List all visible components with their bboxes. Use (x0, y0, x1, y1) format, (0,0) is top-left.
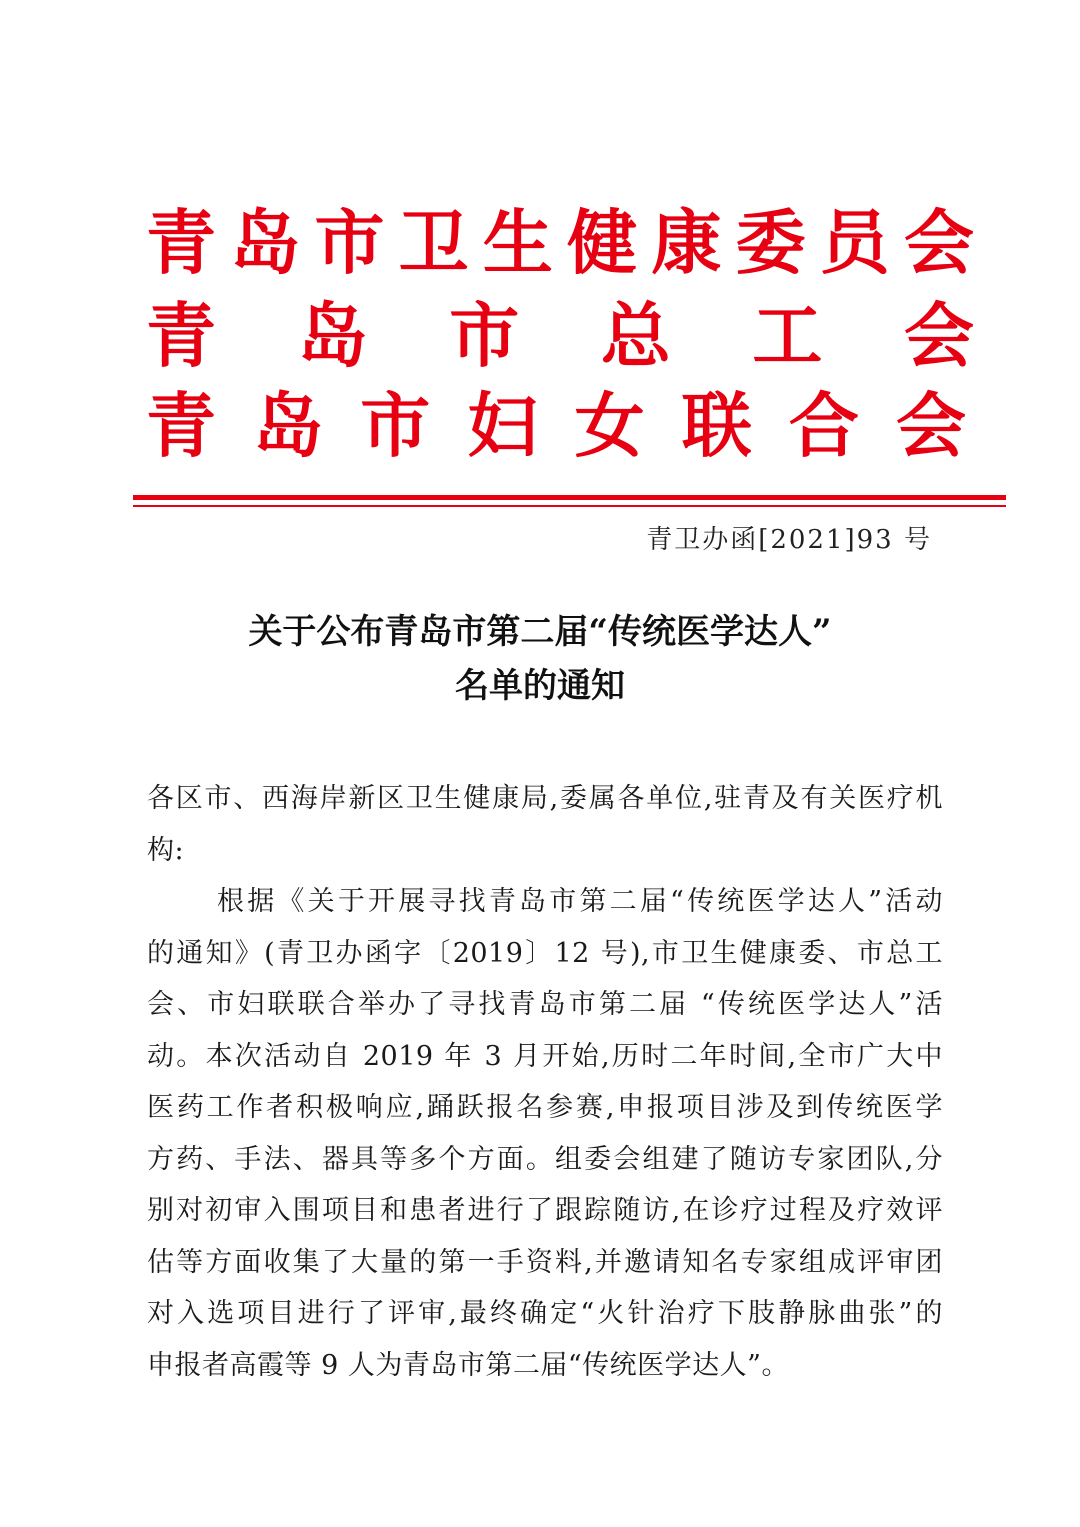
letterhead-char: 合 (788, 384, 859, 467)
letterhead-char: 会 (903, 201, 974, 284)
letterhead-char: 青 (146, 201, 216, 284)
body-line: 构: (147, 834, 185, 866)
body-line: 动。本次活动自 2019 年 3 月开始,历时二年时间,全市广大中 (147, 1040, 943, 1072)
letterhead-char: 岛 (230, 201, 301, 284)
body-line: 会、市妇联联合举办了寻找青岛市第二届 “传统医学达人”活 (147, 989, 943, 1020)
letterhead-char: 女 (574, 384, 645, 467)
letterhead-char: 岛 (297, 294, 368, 377)
notice-title-line-1: 关于公布青岛市第二届“传统医学达人” (248, 612, 832, 652)
letterhead-char: 青 (146, 294, 216, 377)
letterhead-divider-thin (133, 505, 1006, 507)
letterhead-org-3 (146, 383, 966, 469)
letterhead-char: 联 (681, 384, 752, 467)
letterhead-char: 岛 (253, 384, 324, 467)
document-number: 青卫办函[2021]93 号 (646, 525, 932, 555)
letterhead-char: 员 (819, 201, 890, 284)
letterhead-char: 委 (735, 201, 806, 284)
letterhead-divider-thick (133, 495, 1006, 500)
body-line: 的通知》(青卫办函字〔2019〕12 号),市卫生健康委、市总工 (147, 937, 943, 969)
letterhead-char: 市 (449, 294, 520, 377)
letterhead-char: 生 (482, 201, 553, 284)
letterhead-char: 健 (567, 201, 638, 284)
letterhead-char: 总 (600, 294, 671, 377)
letterhead-char: 卫 (398, 201, 469, 284)
body-line: 别对初审入围项目和患者进行了跟踪随访,在诊疗过程及疗效评 (147, 1195, 943, 1226)
body-line: 方药、手法、器具等多个方面。组委会组建了随访专家团队,分 (147, 1143, 943, 1175)
letterhead-org-2 (146, 293, 974, 379)
body-line: 根据《关于开展寻找青岛市第二届“传统医学达人”活动 (217, 886, 943, 917)
notice-title-line-2: 名单的通知 (455, 666, 625, 706)
letterhead-char: 康 (651, 201, 722, 284)
letterhead-char: 妇 (467, 384, 538, 467)
body-line: 医药工作者积极响应,踊跃报名参赛,申报项目涉及到传统医学 (147, 1092, 943, 1123)
letterhead-char: 会 (903, 294, 974, 377)
letterhead-char: 市 (314, 201, 385, 284)
letterhead-char: 青 (146, 384, 216, 467)
letterhead-org-1 (146, 200, 974, 286)
body-line: 对入选项目进行了评审,最终确定“火针治疗下肢静脉曲张”的 (147, 1298, 943, 1329)
letterhead-char: 会 (895, 384, 966, 467)
body-line: 各区市、西海岸新区卫生健康局,委属各单位,驻青及有关医疗机 (147, 783, 943, 814)
letterhead-char: 市 (360, 384, 431, 467)
letterhead-char: 工 (752, 294, 823, 377)
body-line: 估等方面收集了大量的第一手资料,并邀请知名专家组成评审团 (147, 1246, 943, 1278)
notice-body (147, 773, 943, 1391)
body-line: 申报者高霞等 9 人为青岛市第二届“传统医学达人”。 (147, 1349, 789, 1381)
